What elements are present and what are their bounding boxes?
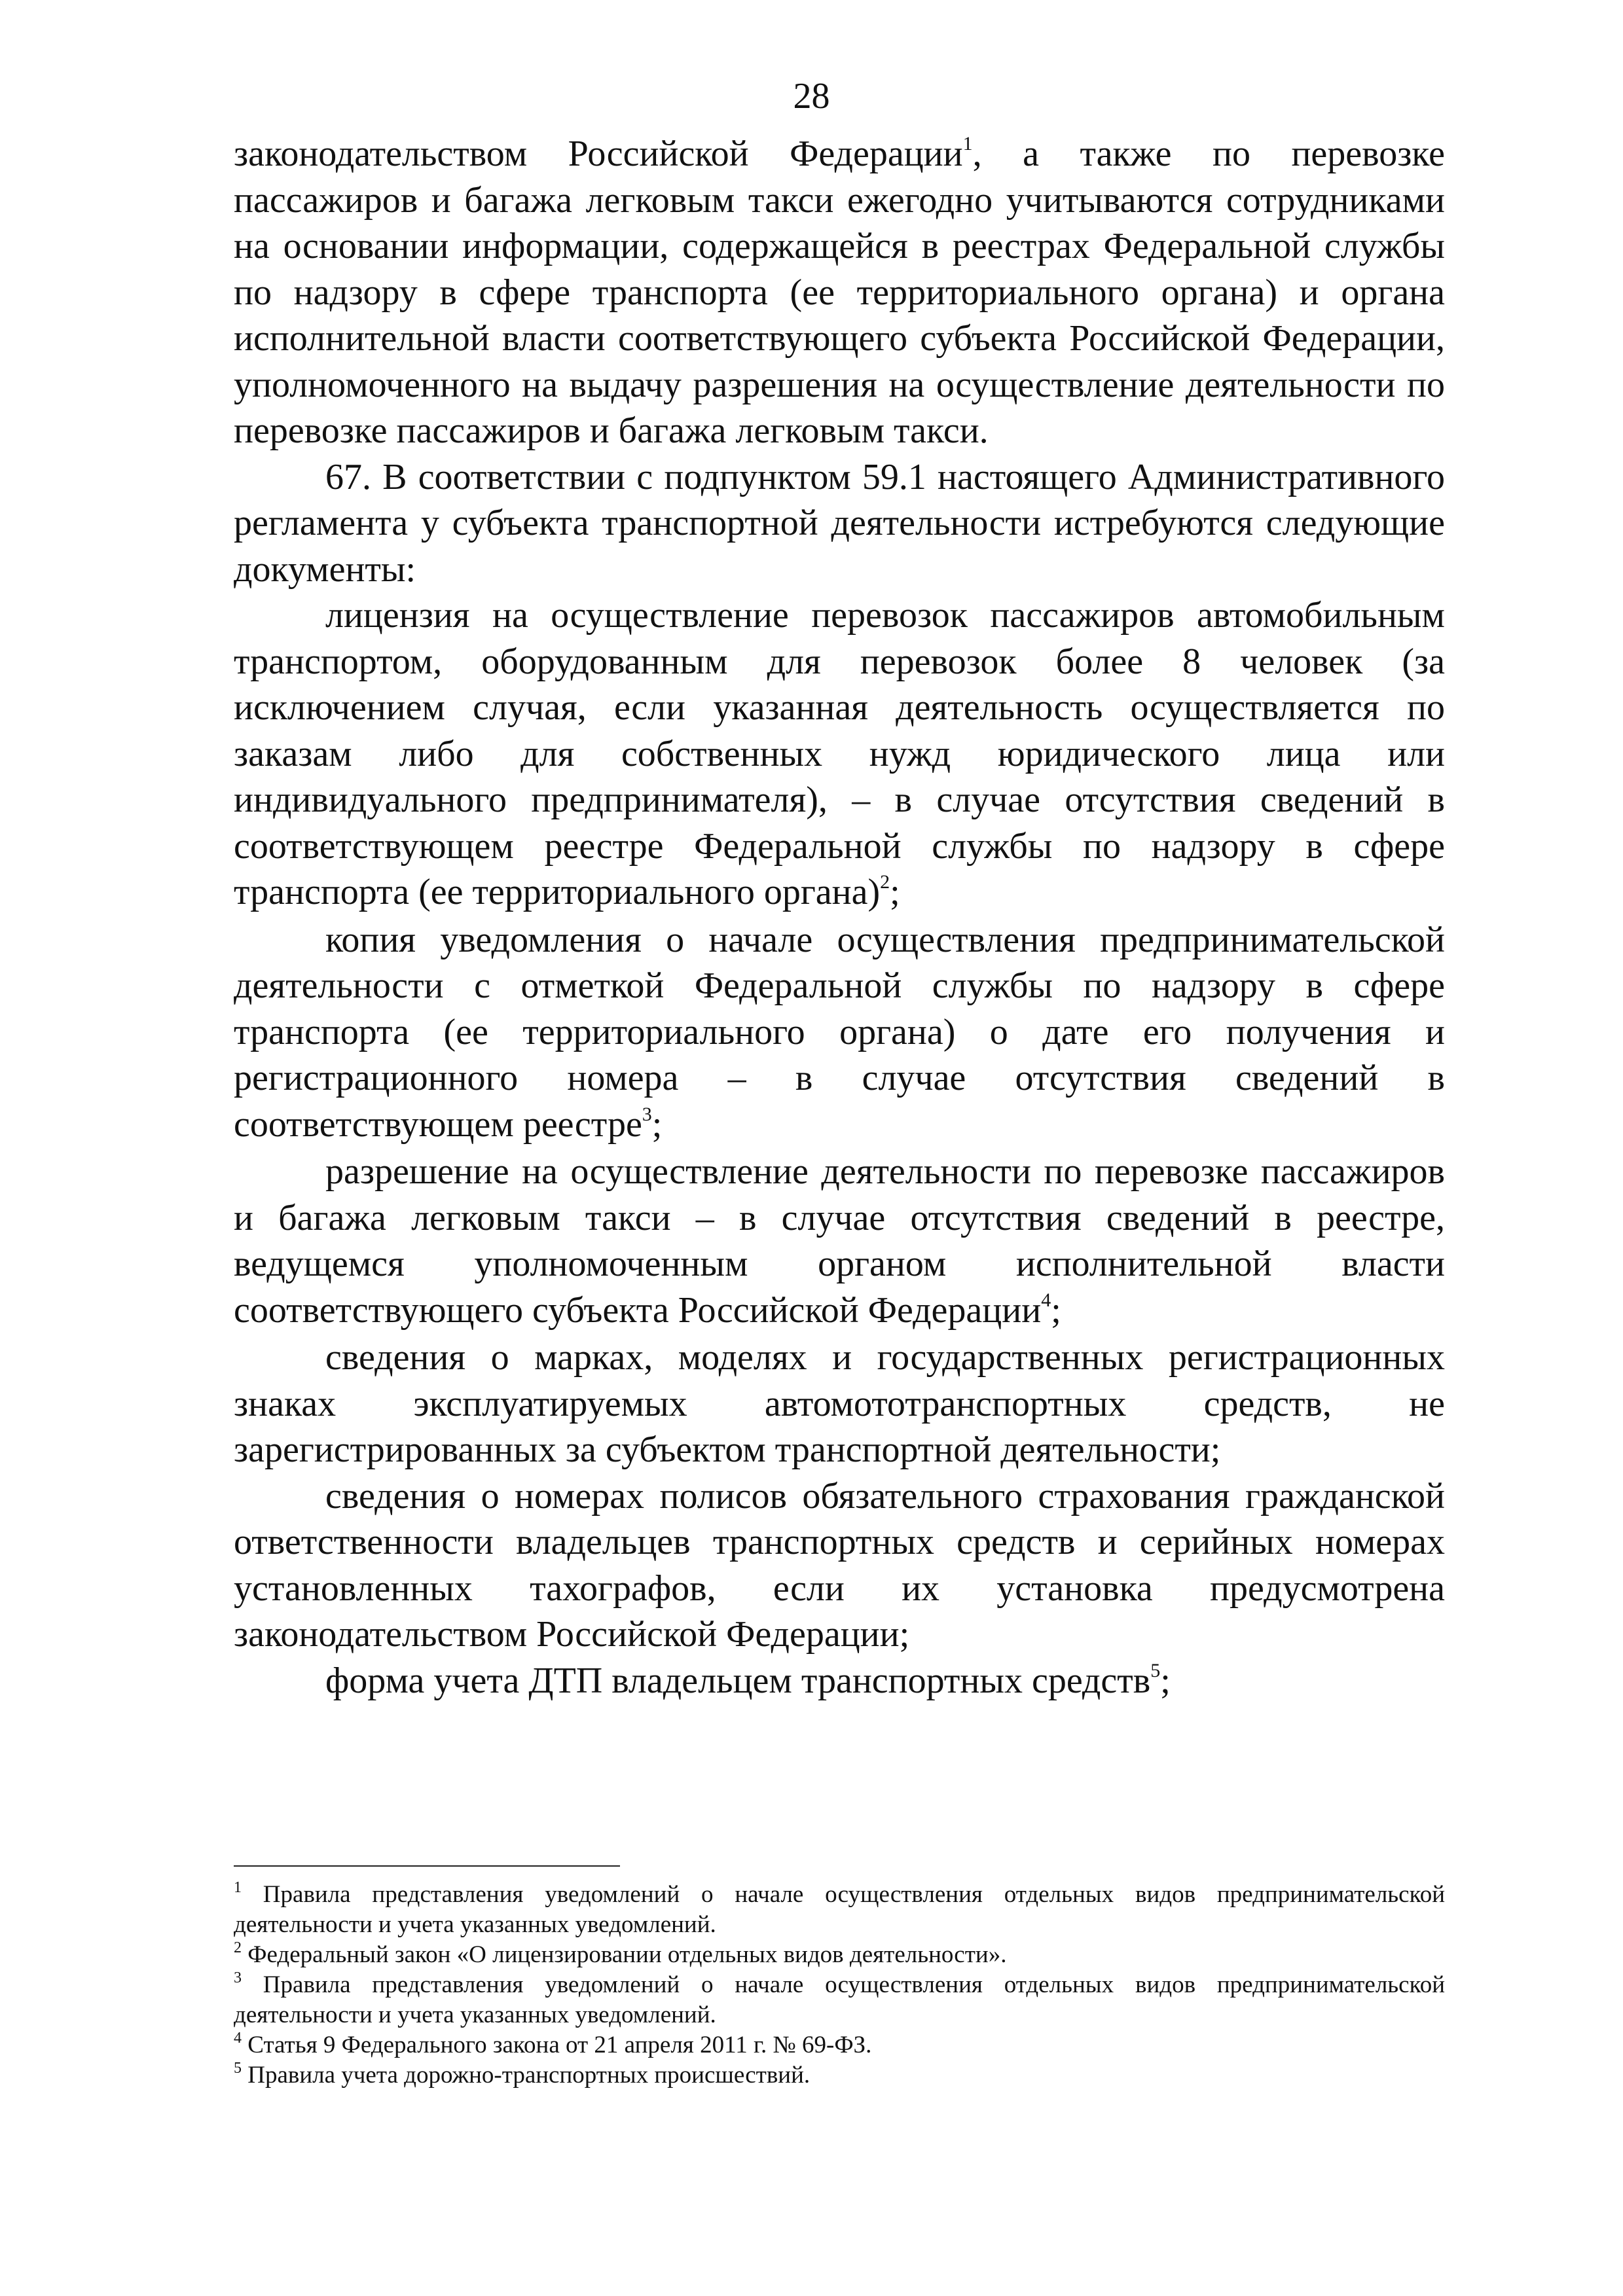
page-number: 28 [793,76,830,117]
item-taxi-permit: разрешение на осуществление деятельности по перевозке пассажиров и багажа легковым такси – в случае отсутствия сведений в реестре, ведущемся уполномоченным органом исполнительной власти соответствующего субъекта Российской Федерации$^4$; [234,1151,1445,1331]
footnote-2: $^2$ Федеральный закон «О лицензировании отдельных видов деятельности». [234,1939,1007,1968]
item-license: лицензия на осуществление перевозок пассажиров автомобильным транспортом, оборудованным для перевозок более 8 человек (за исключением случая, если указанная деятельность осуществляется по заказам либо для собственных нужд юридического лица или индивидуального предпринимателя), – в случае отсутствия сведений в соответствующем реестре Федеральной службы по надзору в сфере транспорта (ее территориального органа)$^2$; [234,595,1445,912]
item-vehicle-info: сведения о марках, моделях и государственных регистрационных знаках эксплуатируемых автомототранспортных средств, не зарегистрированных за субъектом транспортной деятельности; [234,1337,1445,1470]
item-accident-form: форма учета ДТП владельцем транспортных средств$^5$; [325,1659,1171,1701]
item-insurance-info: сведения о номерах полисов обязательного страхования гражданской ответственности владельцев транспортных средств и серийных номерах установленных тахографов, если их установка предусмотрена законодательством Российской Федерации; [234,1475,1445,1655]
main-text [234,131,1445,1704]
paragraph-continuation: законодательством Российской Федерации$^1$, а также по перевозке пассажиров и багажа легковым такси ежегодно учитываются сотрудниками на основании информации, содержащейся в реестрах Федеральной службы по надзору в сфере транспорта (ее территориального органа) и органа исполнительной власти соответствующего субъекта Российской Федерации, уполномоченного на выдачу разрешения на осуществление деятельности по перевозке пассажиров и багажа легковым такси. [234,133,1445,451]
footnote-1: $^1$ Правила представления уведомлений о начале осуществления отдельных видов предпринимательской деятельности и учета указанных уведомлений. [234,1879,1445,1938]
footnote-3: $^3$ Правила представления уведомлений о начале осуществления отдельных видов предпринимательской деятельности и учета указанных уведомлений. [234,1969,1445,2028]
footnotes [234,1880,1445,2090]
paragraph-67: 67. В соответствии с подпунктом 59.1 настоящего Административного регламента у субъекта транспортной деятельности истребуются следующие документы: [234,456,1445,590]
footnote-ref-5: 5 [1150,1659,1161,1681]
footnote-ref-1: 1 [962,133,973,154]
footnote-4: $^4$ Статья 9 Федерального закона от 21 апреля 2011 г. № 69-ФЗ. [234,2030,872,2058]
footnote-ref-2: 2 [880,871,890,893]
footnote-divider [234,1865,620,1867]
footnote-5: $^5$ Правила учета дорожно-транспортных происшествий. [234,2060,811,2089]
item-notification-copy: копия уведомления о начале осуществления предпринимательской деятельности с отметкой Федеральной службы по надзору в сфере транспорта (ее территориального органа) о дате его получения и регистрационного номера – в случае отсутствия сведений в соответствующем реестре$^3$; [234,919,1445,1145]
footnote-ref-4: 4 [1041,1289,1051,1311]
footnote-ref-3: 3 [642,1103,652,1125]
